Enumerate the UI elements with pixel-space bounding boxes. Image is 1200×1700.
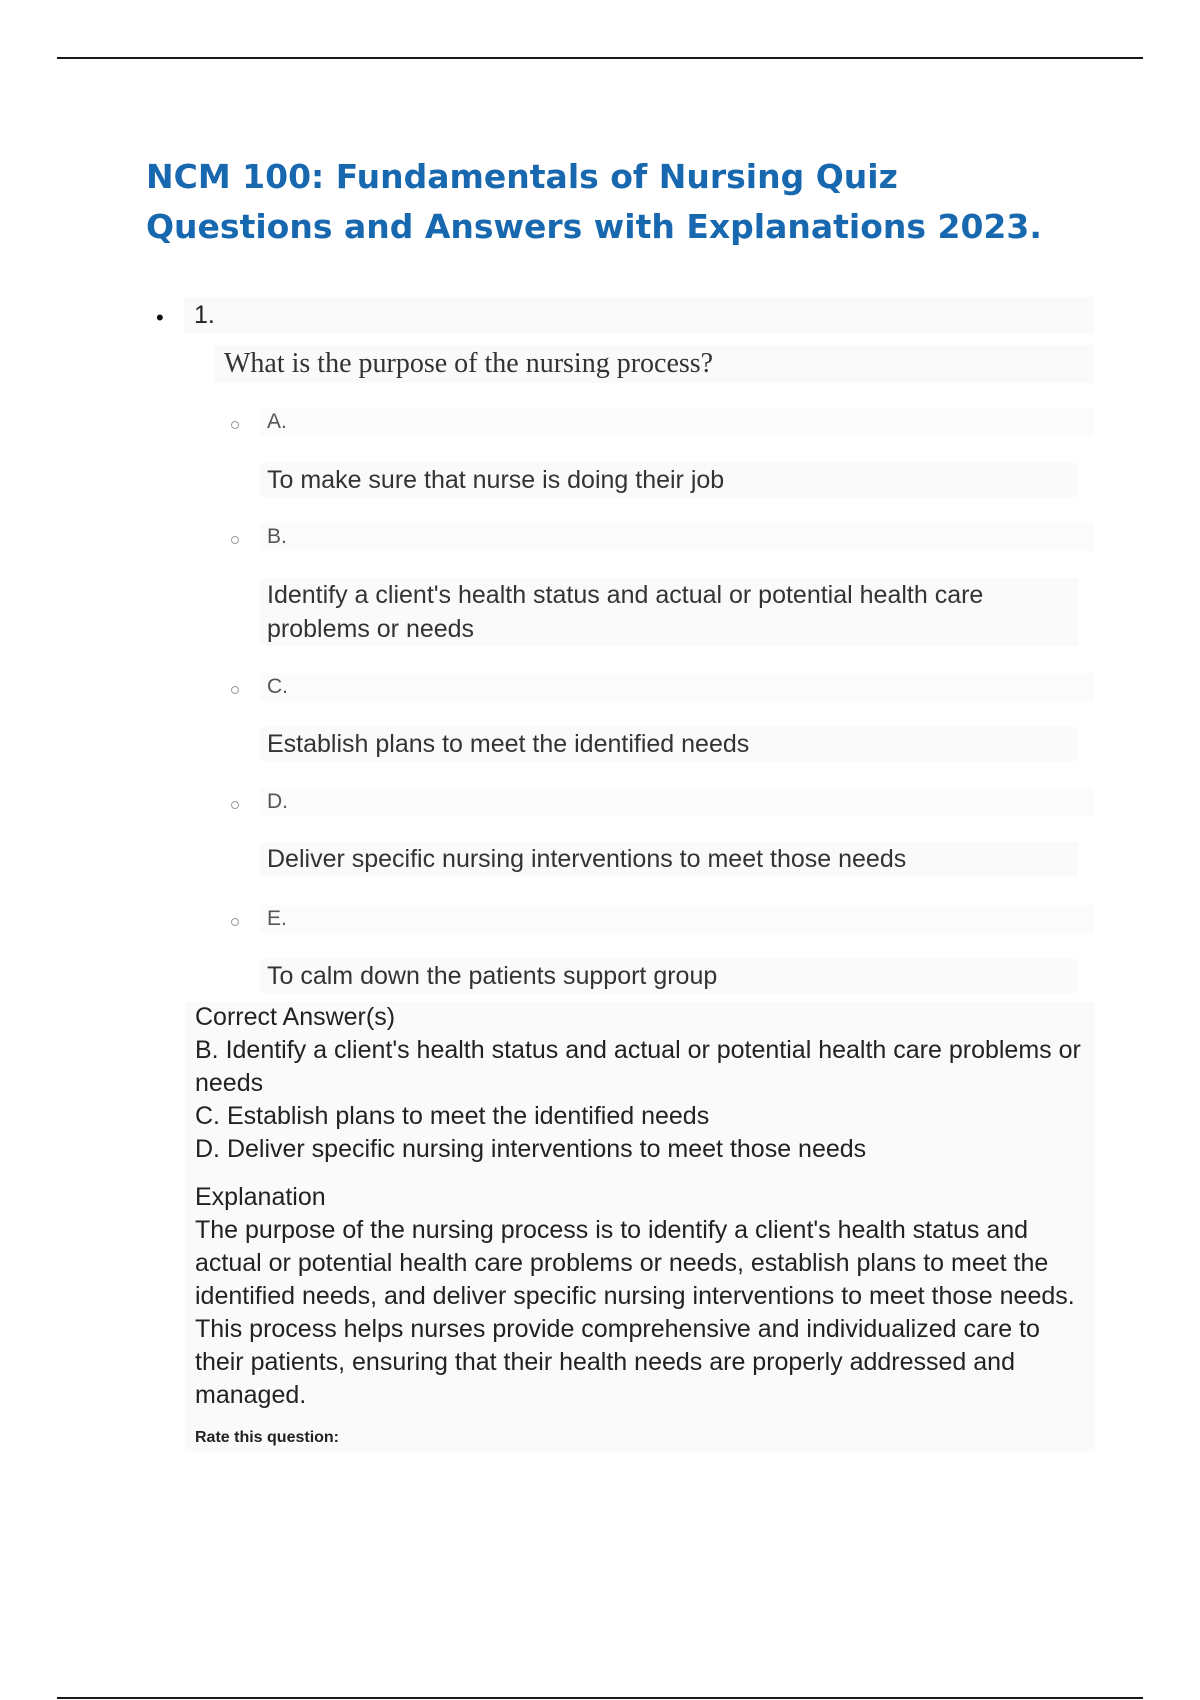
option-b-circle-icon [231,536,239,544]
option-e-circle-icon [231,918,239,926]
correct-answer-item: C. Establish plans to meet the identified needs [195,1102,710,1130]
option-e-text[interactable]: To calm down the patients support group [260,959,1078,993]
correct-answer-item: D. Deliver specific nursing interventions to meet those needs [195,1135,867,1163]
option-c-text[interactable]: Establish plans to meet the identified needs [260,727,1078,761]
option-c-circle-icon [231,686,239,694]
correct-answer-item: B. Identify a client's health status and actual or potential health care problems or needs [195,1036,1081,1097]
option-d-letter[interactable]: D. [260,788,1094,816]
option-a-text[interactable]: To make sure that nurse is doing their job [260,463,1078,497]
option-b-text[interactable]: Identify a client's health status and actual or potential health care problems or needs [260,578,1078,646]
top-rule [57,57,1143,59]
bullet-icon: • [156,305,164,330]
explanation-text: The purpose of the nursing process is to identify a client's health status and actual or potential health care problems or needs, establish plans to meet the identified needs, and deliver specific nursing interventions to meet those needs. This process helps nurses provide comprehensive and individualized care to their patients, ensuring that their health needs are properly addressed and managed. [195,1216,1075,1409]
rate-question-label: Rate this question: [195,1429,340,1446]
option-c-letter[interactable]: C. [260,673,1094,701]
option-a-circle-icon [231,421,239,429]
option-b-letter[interactable]: B. [260,523,1094,551]
option-e-letter[interactable]: E. [260,905,1094,933]
correct-answer-heading: Correct Answer(s) [195,1003,396,1031]
explanation-heading: Explanation [195,1183,326,1211]
page-title: NCM 100: Fundamentals of Nursing Quiz Questions and Answers with Explanations 2023. [146,157,1042,246]
bottom-rule [57,1697,1143,1699]
option-d-circle-icon [231,801,239,809]
option-a-letter[interactable]: A. [260,408,1094,436]
question-number: 1. [184,297,1094,333]
option-d-text[interactable]: Deliver specific nursing interventions to meet those needs [260,842,1078,876]
question-text: What is the purpose of the nursing process? [214,345,1094,383]
